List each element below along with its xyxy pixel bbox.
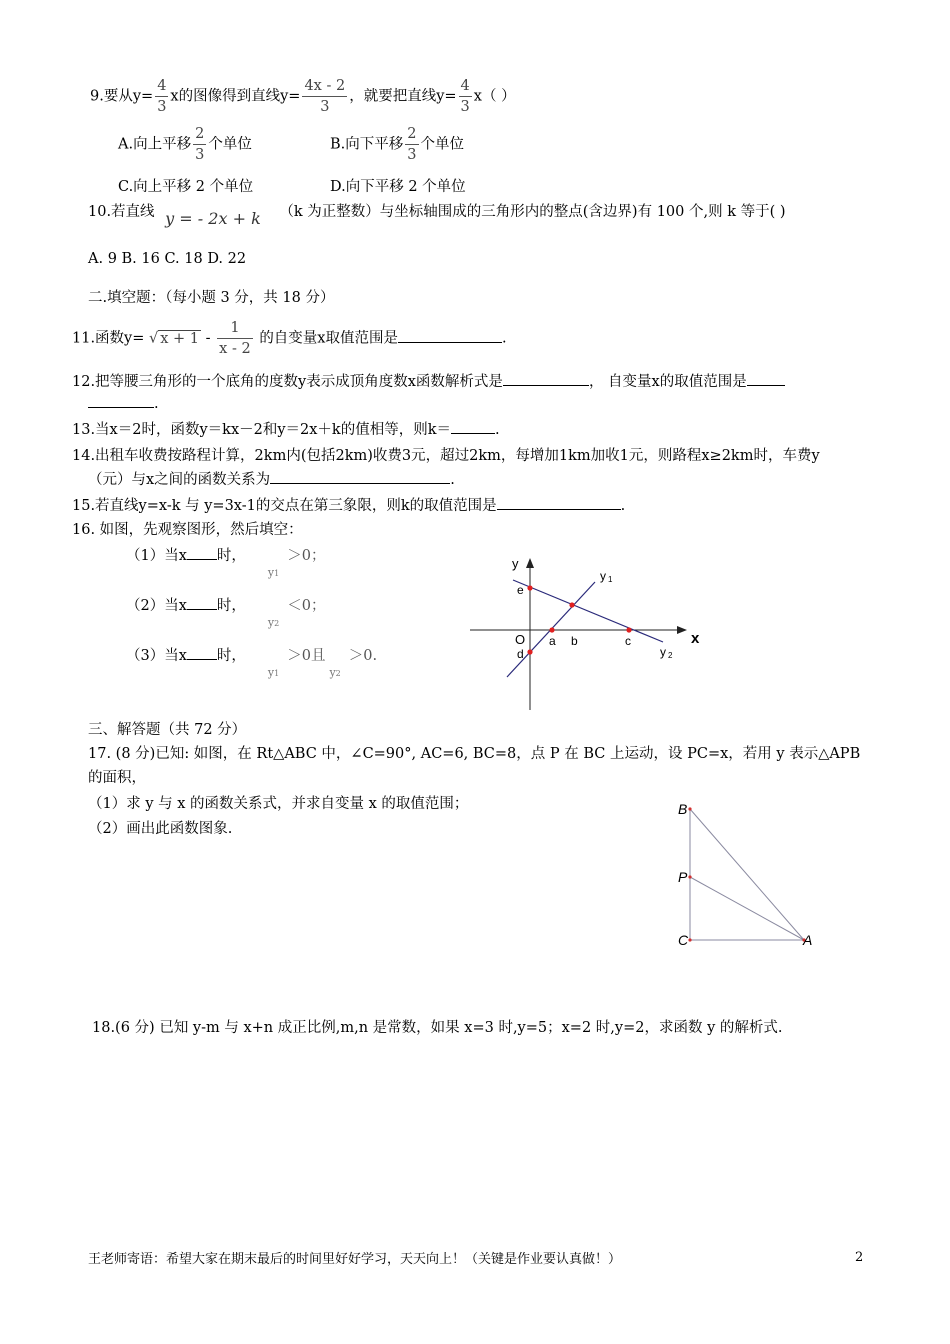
vertex-c-label: C [678,932,689,948]
fraction: $\frac{4}{3}$ [460,78,470,115]
question-10-stem: 10.若直线 y = - 2x + k （k 为正整数）与坐标轴围成的三角形内的整点(含边界)有 100 个,则 k 等于( ) [88,204,786,228]
answer-blank[interactable] [398,328,502,343]
question-13: 13.当x＝2时，函数y＝kx－2和y＝2x＋k的值相等，则k＝ . [72,418,500,439]
answer-blank[interactable] [187,545,217,560]
point-c-label: c [625,634,631,648]
intersection-point [569,602,574,607]
fraction: $\frac{4x - 2}{3}$ [304,78,346,115]
question-10-options: A. 9 B. 16 C. 18 D. 22 [88,251,247,267]
question-16-graph [465,552,705,714]
question-14: 14.出租车收费按路程计算，2km内(包括2km)收费3元，超过2km，每增加1km加收1元，则路程x≥2km时，车费y [72,448,820,464]
x-axis-label: x [691,630,700,647]
origin-label: O [515,632,526,647]
question-12-cont: . [88,393,159,412]
page-number: 2 [855,1250,864,1265]
question-9-option-b: B.向下平移 $\frac{2}{3}$ 个单位 [330,126,464,163]
answer-blank[interactable] [451,419,495,434]
question-18: 18.(6 分) 已知 y-m 与 x+n 成正比例,m,n 是常数，如果 x=3 时,y=5；x=2 时,y=2，求函数 y 的解析式. [92,1020,783,1036]
question-16-part-3: （3）当x 时，$_{y1}$＞0且$_{y2}$＞0. [126,644,377,665]
footer-note: 王老师寄语：希望大家在期末最后的时间里好好学习，天天向上！（关键是作业要认真做！） [88,1252,622,1267]
answer-blank[interactable] [187,595,217,610]
point-p-dot [688,875,691,878]
answer-blank[interactable] [497,495,621,510]
vertex-c-dot [688,938,691,941]
vertex-a-label: A [803,932,813,948]
point-d-label: d [517,647,524,661]
answer-blank[interactable] [88,393,154,408]
point-c [626,627,631,632]
question-11: 11.函数y= √ x + 1 - $\frac{1}{x - 2}$ 的自变量x取值范围是 . [72,320,507,357]
question-12: 12.把等腰三角形的一个底角的度数y表示成顶角度数x函数解析式是 ， 自变量x的取值范围是 [72,370,785,391]
point-e [527,585,532,590]
segment-pa [690,877,804,940]
question-17-stem: 17. (8 分)已知: 如图，在 Rt△ABC 中，∠C=90°, AC=6, BC=8，点 P 在 BC 上运动，设 PC=x，若用 y 表示△APB [88,746,861,762]
section-2-heading: 二.填空题：（每小题 3 分，共 18 分） [88,290,335,306]
question-17-part-2: （2）画出此函数图象. [88,821,233,837]
y-axis-arrow-icon [526,558,534,568]
point-a-label: a [549,634,556,648]
section-3-heading: 三、解答题（共 72 分） [88,722,247,738]
point-d [527,649,532,654]
question-16-part-2: （2）当x 时，$_{y2}$＜0； [126,594,325,615]
question-16-stem: 16. 如图，先观察图形，然后填空： [72,522,303,538]
answer-blank[interactable] [187,645,217,660]
question-9-option-d: D.向下平移 2 个单位 [330,179,466,195]
question-17-stem-cont: 的面积， [88,770,146,786]
line-y2-label: y 2 [660,645,673,660]
question-16-part-1: （1）当x 时，$_{y1}$＞0； [126,544,325,565]
answer-blank[interactable] [270,469,450,484]
answer-blank[interactable] [503,371,589,386]
x-axis-arrow-icon [677,626,687,634]
question-9-option-c: C.向上平移 2 个单位 [118,179,254,195]
question-14-cont: （元）与x之间的函数关系为 . [88,468,455,489]
point-e-label: e [517,583,524,597]
point-p-label: P [678,869,688,885]
answer-blank[interactable] [747,371,785,386]
y-axis-label: y [512,556,519,571]
vertex-b-dot [688,807,691,810]
vertex-b-label: B [678,801,688,817]
question-9-stem: 9.要从y= $\frac{4}{3}$ x的图像得到直线y= $\frac{4x - 2}{3}$ ，就要把直线y= $\frac{4}{3}$ x（ ） [90,78,516,115]
point-b-label: b [571,634,578,648]
question-9-option-a: A.向上平移 $\frac{2}{3}$ 个单位 [118,126,252,163]
fraction: $\frac{4}{3}$ [157,78,167,115]
question-15: 15.若直线y=x-k 与 y=3x-1的交点在第三象限，则k的取值范围是 . [72,494,625,515]
question-17-triangle [670,795,830,955]
line-y1-label: y 1 [600,569,613,584]
question-17-part-1: （1）求 y 与 x 的函数关系式，并求自变量 x 的取值范围； [88,796,469,812]
point-a [549,627,554,632]
side-ab [690,809,804,940]
